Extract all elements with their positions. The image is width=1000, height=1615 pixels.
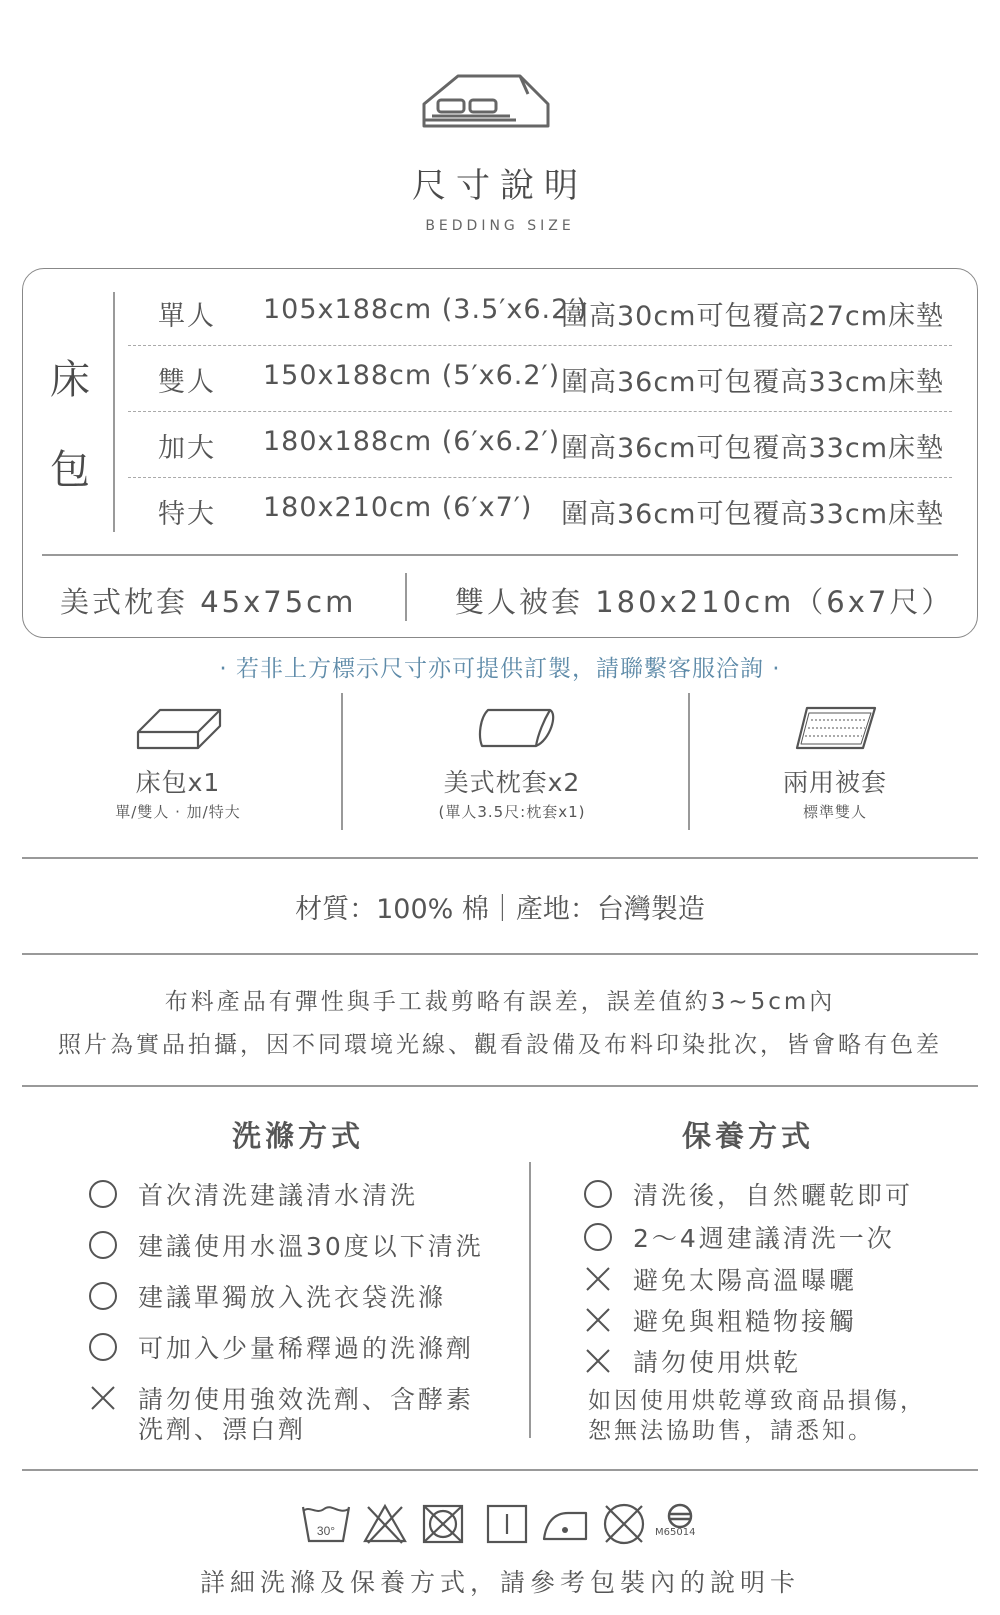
item-note: (單人3.5尺:枕套x1) xyxy=(438,803,586,821)
color-note: 照片為實品拍攝，因不同環境光線、觀看設備及布料印染批次，皆會略有色差 xyxy=(58,1032,942,1058)
cross-icon xyxy=(583,1305,613,1335)
divider xyxy=(22,857,978,859)
house-bed-icon xyxy=(420,72,552,128)
care-item: 避免與粗糙物接觸 xyxy=(633,1307,858,1336)
washing-item-cont: 洗劑、漂白劑 xyxy=(138,1415,307,1444)
no-bleach-icon xyxy=(362,1503,408,1545)
dashed-divider xyxy=(128,411,952,412)
bed-sheet-label: 床包 xyxy=(50,357,90,493)
size-height: 圍高36cm可包覆高33cm床墊 xyxy=(560,433,944,464)
cross-icon xyxy=(583,1346,613,1376)
custom-order-note: · 若非上方標示尺寸亦可提供訂製，請聯繫客服洽詢 · xyxy=(219,656,781,682)
footer-note: 詳細洗滌及保養方式，請參考包裝內的說明卡 xyxy=(199,1568,800,1597)
divider xyxy=(341,693,343,830)
size-height: 圍高36cm可包覆高33cm床墊 xyxy=(560,367,944,398)
washing-item: 可加入少量稀釋過的洗滌劑 xyxy=(138,1334,475,1363)
care-item: 避免太陽高溫曝曬 xyxy=(633,1266,858,1295)
size-row-king xyxy=(128,480,952,546)
washing-item: 建議使用水溫30度以下清洗 xyxy=(138,1232,484,1261)
duvet-cover-icon xyxy=(795,706,877,752)
care-item: 清洗後，自然曬乾即可 xyxy=(633,1181,914,1210)
circle-icon xyxy=(584,1180,612,1208)
wash-temp-label: 30° xyxy=(316,1524,336,1538)
washing-item: 請勿使用強效洗劑、含酵素 xyxy=(138,1385,475,1414)
no-dry-clean-icon xyxy=(601,1501,647,1547)
certification-mark-icon xyxy=(664,1503,696,1529)
divider xyxy=(22,1085,978,1087)
care-item: 請勿使用烘乾 xyxy=(633,1348,802,1377)
dashed-divider xyxy=(128,477,952,478)
line-dry-icon xyxy=(485,1503,529,1545)
size-dimension: 180x210cm (6′x7′) xyxy=(263,492,533,523)
cross-icon xyxy=(583,1264,613,1294)
size-name: 雙人 xyxy=(158,367,216,398)
item-pillowcase xyxy=(362,763,662,822)
care-title: 保養方式 xyxy=(681,1119,814,1153)
dashed-divider xyxy=(128,345,952,346)
care-item: 2～4週建議清洗一次 xyxy=(633,1224,895,1253)
pillowcase-icon xyxy=(476,706,558,750)
washing-item: 建議單獨放入洗衣袋洗滌 xyxy=(138,1283,447,1312)
circle-icon xyxy=(89,1282,117,1310)
certification-code: M65014 xyxy=(655,1527,696,1538)
no-tumble-dry-icon xyxy=(421,1503,465,1545)
duvet-size: 雙人被套 180x210cm（6x7尺） xyxy=(455,585,954,619)
divider xyxy=(529,1162,531,1438)
item-label: 美式枕套x2 xyxy=(443,768,581,797)
circle-icon xyxy=(89,1333,117,1361)
cross-icon xyxy=(88,1383,118,1413)
page-title: 尺寸說明 xyxy=(412,166,588,206)
divider xyxy=(405,573,407,621)
size-row-double xyxy=(128,348,952,414)
size-name: 單人 xyxy=(158,301,216,332)
page-subtitle: BEDDING SIZE xyxy=(425,218,575,234)
size-row-queen xyxy=(128,414,952,480)
care-warning: 如因使用烘乾導致商品損傷， xyxy=(588,1388,926,1414)
divider xyxy=(113,292,115,532)
washing-title: 洗滌方式 xyxy=(231,1119,364,1153)
size-dimension: 180x188cm (6′x6.2′) xyxy=(263,426,561,457)
size-dimension: 150x188cm (5′x6.2′) xyxy=(263,360,561,391)
wash-30-icon xyxy=(300,1503,352,1545)
fitted-sheet-icon xyxy=(136,706,224,752)
item-note: 標準雙人 xyxy=(802,803,867,821)
divider xyxy=(22,1469,978,1471)
care-warning: 恕無法協助售，請悉知。 xyxy=(588,1418,874,1444)
divider xyxy=(22,953,978,955)
pillowcase-size: 美式枕套 45x75cm xyxy=(60,585,357,619)
size-name: 加大 xyxy=(158,433,216,464)
item-label: 床包x1 xyxy=(135,768,221,797)
size-height: 圍高30cm可包覆高27cm床墊 xyxy=(560,301,944,332)
size-dimension: 105x188cm (3.5′x6.2′) xyxy=(263,294,588,325)
item-note: 單/雙人 · 加/特大 xyxy=(115,803,241,821)
circle-icon xyxy=(584,1223,612,1251)
washing-item: 首次清洗建議清水清洗 xyxy=(138,1181,419,1210)
item-fitted-sheet xyxy=(28,763,328,822)
circle-icon xyxy=(89,1180,117,1208)
item-label: 兩用被套 xyxy=(782,768,887,797)
size-name: 特大 xyxy=(158,499,216,530)
size-height: 圍高36cm可包覆高33cm床墊 xyxy=(560,499,944,530)
size-row-single xyxy=(128,282,952,348)
divider xyxy=(42,554,958,556)
iron-low-icon xyxy=(540,1503,592,1545)
circle-icon xyxy=(89,1231,117,1259)
tolerance-note: 布料產品有彈性與手工裁剪略有誤差，誤差值約3~5cm內 xyxy=(164,989,836,1015)
material-origin: 材質：100% 棉｜產地：台灣製造 xyxy=(295,894,705,925)
item-duvet-cover xyxy=(685,763,985,822)
